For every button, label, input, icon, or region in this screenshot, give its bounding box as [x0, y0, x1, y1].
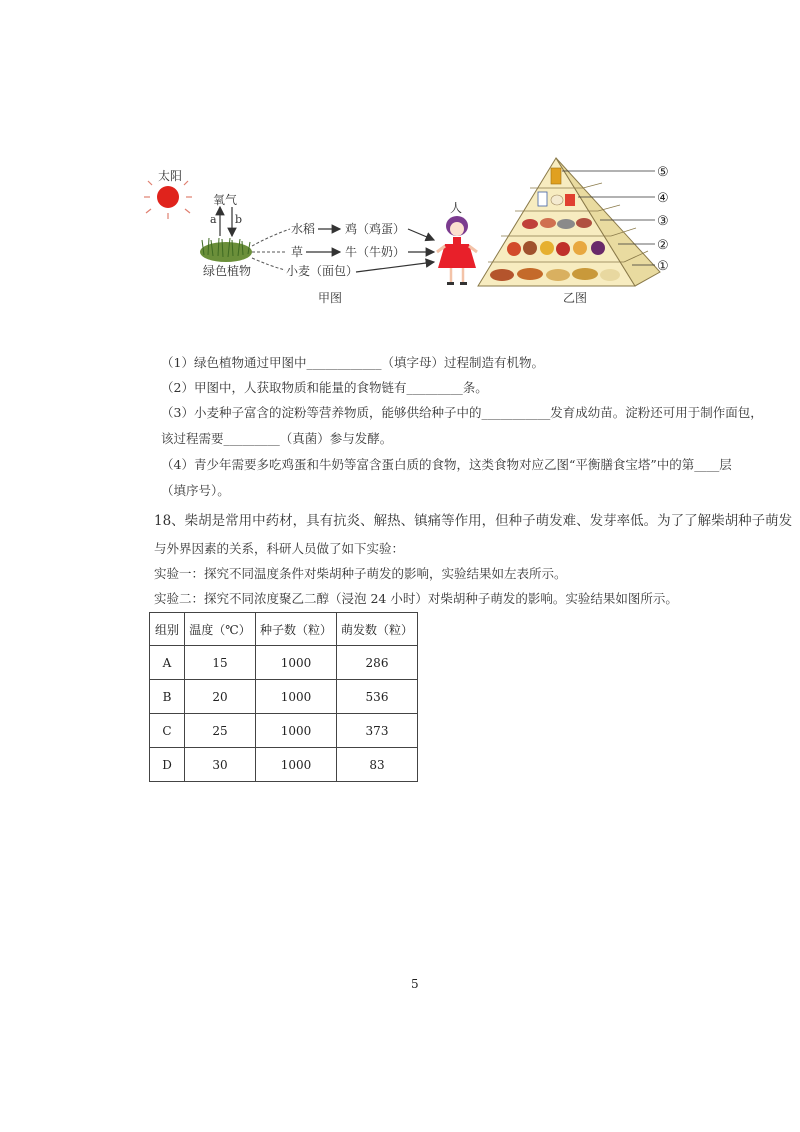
- table-cell: A: [150, 646, 185, 680]
- table-cell: 1000: [256, 680, 337, 714]
- table-row: [150, 680, 418, 714]
- table-cell: 15: [185, 646, 256, 680]
- question-1: （1）绿色植物通过甲图中____________（填字母）过程制造有机物。: [161, 355, 544, 370]
- table-header-cell: 组别: [150, 613, 185, 646]
- table-header-cell: 温度（℃）: [185, 613, 256, 646]
- table-cell: D: [150, 748, 185, 782]
- table-cell: 1000: [256, 714, 337, 748]
- question-3-line2: 该过程需要_________（真菌）参与发酵。: [161, 431, 393, 446]
- q18-line2: 与外界因素的关系，科研人员做了如下实验：: [154, 541, 405, 556]
- table-cell: C: [150, 714, 185, 748]
- arrow-wheat-person: [356, 262, 434, 272]
- chain-cow: 牛（牛奶）: [345, 245, 406, 259]
- table-cell: 373: [337, 714, 418, 748]
- food-pyramid: [478, 158, 660, 286]
- chain-grass: 草: [291, 245, 304, 259]
- question-4-line1: （4）青少年需要多吃鸡蛋和牛奶等富含蛋白质的食物，这类食物对应乙图“平衡膳食宝塔”中的第____层: [161, 457, 732, 472]
- chain-chicken: 鸡（鸡蛋）: [345, 222, 406, 236]
- person-label: 人: [450, 201, 463, 215]
- arrow-b-label: b: [235, 213, 243, 226]
- q18-experiment-2: 实验二：探究不同浓度聚乙二醇（浸泡 24 小时）对柴胡种子萌发的影响。实验结果如图所示。: [154, 591, 678, 606]
- table-cell: 536: [337, 680, 418, 714]
- question-2: （2）甲图中，人获取物质和能量的食物链有_________条。: [161, 380, 488, 395]
- table-cell: 1000: [256, 646, 337, 680]
- table-cell: 30: [185, 748, 256, 782]
- sun-icon: [144, 181, 192, 219]
- chain-rice: 水稻: [291, 222, 316, 236]
- figure-jia-caption: 甲图: [318, 291, 343, 305]
- table-cell: 83: [337, 748, 418, 782]
- layer-label-4: ④: [657, 191, 669, 206]
- arrow-a-label: a: [210, 213, 217, 226]
- table-cell: B: [150, 680, 185, 714]
- table-cell: 25: [185, 714, 256, 748]
- plant-icon: [200, 238, 252, 262]
- figure-yi-caption: 乙图: [563, 291, 588, 305]
- page-number: 5: [411, 977, 419, 991]
- table-header-cell: 萌发数（粒）: [337, 613, 418, 646]
- layer-label-5: ⑤: [657, 165, 669, 180]
- table-row: [150, 748, 418, 782]
- table-cell: 286: [337, 646, 418, 680]
- plant-label: 绿色植物: [203, 264, 252, 278]
- question-3-line1: （3）小麦种子富含的淀粉等营养物质，能够供给种子中的___________发育成幼苗。淀粉还可用于制作面包，: [161, 405, 763, 420]
- table-row: [150, 714, 418, 748]
- arrow-chicken-person: [408, 229, 434, 240]
- germination-table: [149, 612, 418, 782]
- girl-icon: [437, 216, 477, 285]
- table-cell: 1000: [256, 748, 337, 782]
- chain-wheat: 小麦（面包）: [286, 264, 359, 278]
- q18-line1: 18、柴胡是常用中药材，具有抗炎、解热、镇痛等作用，但种子萌发难、发芽率低。为了了解柴胡种子萌发: [154, 513, 793, 529]
- oxygen-label: 氧气: [213, 193, 238, 207]
- table-header-row: [150, 613, 418, 646]
- layer-label-3: ③: [657, 214, 669, 229]
- table-row: [150, 646, 418, 680]
- table-header-cell: 种子数（粒）: [256, 613, 337, 646]
- figure-area: [0, 0, 800, 330]
- layer-label-2: ②: [657, 238, 669, 253]
- sun-label: 太阳: [158, 169, 183, 183]
- dashed-links: [252, 229, 290, 270]
- layer-label-1: ①: [657, 259, 669, 274]
- question-4-line2: （填序号）。: [161, 483, 230, 498]
- q18-experiment-1: 实验一：探究不同温度条件对柴胡种子萌发的影响，实验结果如左表所示。: [154, 566, 567, 581]
- table-cell: 20: [185, 680, 256, 714]
